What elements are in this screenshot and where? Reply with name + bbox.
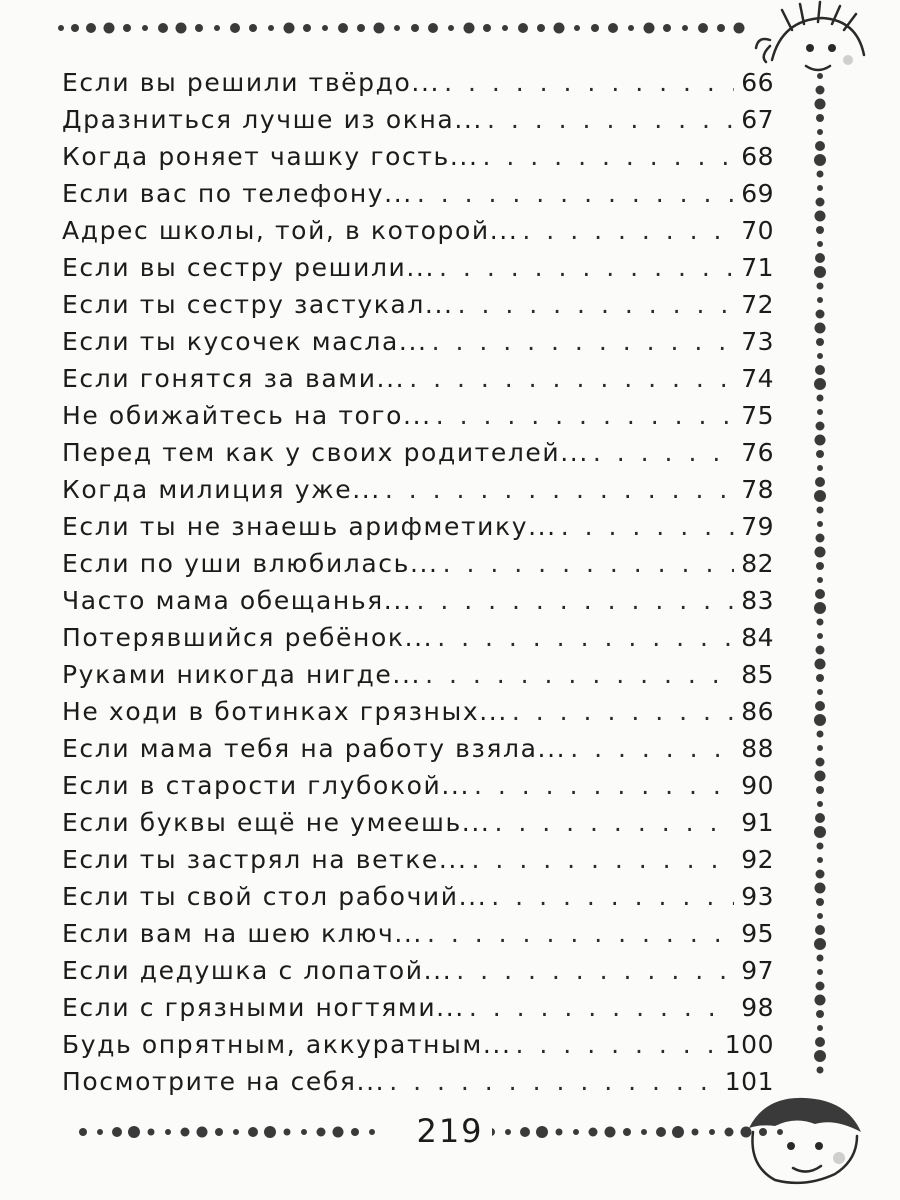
toc-entry-page: 83 xyxy=(741,586,774,615)
toc-entry xyxy=(62,179,774,216)
boy-face-icon xyxy=(735,1088,870,1188)
toc-dot-leader xyxy=(458,290,734,319)
toc-entry-page: 93 xyxy=(741,882,774,911)
toc-dot-leader xyxy=(436,401,734,430)
toc-dot-leader xyxy=(516,1030,721,1059)
toc-dot-leader xyxy=(491,882,734,911)
toc-entry xyxy=(62,882,774,919)
toc-dot-leader xyxy=(416,586,734,615)
toc-entry-page: 91 xyxy=(741,808,774,837)
toc-entry-page: 66 xyxy=(741,68,774,97)
toc-dot-leader xyxy=(389,1067,721,1096)
toc-dot-leader xyxy=(570,734,734,763)
toc-entry xyxy=(62,956,774,993)
toc-dot-leader xyxy=(425,660,734,689)
right-dotted-border xyxy=(805,70,835,1080)
toc-entry xyxy=(62,919,774,956)
toc-entry-title: Если ты застрял на ветке... xyxy=(62,845,468,874)
toc-entry-page: 95 xyxy=(741,919,774,948)
toc-entry-title: Если буквы ещё не умеешь... xyxy=(62,808,491,837)
toc-entry xyxy=(62,68,774,105)
toc-entry xyxy=(62,623,774,660)
toc-dot-leader xyxy=(432,327,734,356)
toc-entry-page: 100 xyxy=(724,1030,774,1059)
toc-entry xyxy=(62,475,774,512)
toc-dot-leader xyxy=(474,771,734,800)
toc-entry xyxy=(62,327,774,364)
toc-entry-title: Если дедушка с лопатой... xyxy=(62,956,453,985)
toc-entry-page: 76 xyxy=(741,438,774,467)
toc-entry-page: 97 xyxy=(741,956,774,985)
toc-dot-leader xyxy=(522,216,734,245)
toc-entry xyxy=(62,845,774,882)
toc-dot-leader xyxy=(385,475,734,504)
toc-entry xyxy=(62,697,774,734)
toc-entry-title: Часто мама обещанья... xyxy=(62,586,413,615)
toc-dot-leader xyxy=(593,438,734,467)
toc-entry-page: 92 xyxy=(741,845,774,874)
toc-entry-page: 74 xyxy=(741,364,774,393)
toc-entry-title: Если гонятся за вами... xyxy=(62,364,406,393)
toc-dot-leader xyxy=(456,956,734,985)
toc-dot-leader xyxy=(427,919,734,948)
toc-entry xyxy=(62,1067,774,1104)
toc-entry-page: 84 xyxy=(741,623,774,652)
toc-entry xyxy=(62,142,774,179)
toc-entry-title: Дразниться лучше из окна... xyxy=(62,105,483,134)
toc-entry xyxy=(62,401,774,438)
toc-entry-title: Если вас по телефону... xyxy=(62,179,413,208)
toc-entry xyxy=(62,586,774,623)
toc-entry-title: Если ты кусочек масла... xyxy=(62,327,428,356)
toc-entry-title: Если ты свой стол рабочий... xyxy=(62,882,488,911)
toc-dot-leader xyxy=(472,845,734,874)
toc-entry-page: 86 xyxy=(741,697,774,726)
toc-dot-leader xyxy=(443,549,734,578)
toc-entry-page: 79 xyxy=(741,512,774,541)
toc-entry-page: 82 xyxy=(741,549,774,578)
toc-entry-title: Будь опрятным, аккуратным... xyxy=(62,1030,512,1059)
toc-entry-page: 101 xyxy=(724,1067,774,1096)
toc-entry-title: Если ты сестру застукал... xyxy=(62,290,454,319)
toc-entry-title: Посмотрите на себя... xyxy=(62,1067,386,1096)
toc-entry-page: 75 xyxy=(741,401,774,430)
toc-dot-leader xyxy=(483,142,735,171)
toc-entry-title: Перед тем как у своих родителей... xyxy=(62,438,589,467)
toc-dot-leader xyxy=(494,808,734,837)
toc-dot-leader xyxy=(437,623,734,652)
toc-entry xyxy=(62,660,774,697)
toc-entry-page: 78 xyxy=(741,475,774,504)
toc-entry xyxy=(62,771,774,808)
toc-dot-leader xyxy=(409,364,734,393)
toc-entry-page: 71 xyxy=(741,253,774,282)
toc-entry xyxy=(62,808,774,845)
toc-entry xyxy=(62,253,774,290)
toc-entry-title: Если с грязными ногтями... xyxy=(62,993,465,1022)
toc-entry-title: Если вы сестру решили... xyxy=(62,253,436,282)
toc-entry xyxy=(62,364,774,401)
toc-dot-leader xyxy=(487,105,734,134)
toc-entry xyxy=(62,512,774,549)
toc-entry-title: Если вы решили твёрдо... xyxy=(62,68,441,97)
toc-entry-title: Когда милиция уже... xyxy=(62,475,381,504)
toc-dot-leader xyxy=(417,179,734,208)
page-number-text: 219 xyxy=(408,1112,491,1150)
toc-entry-title: Не ходи в ботинках грязных... xyxy=(62,697,508,726)
table-of-contents xyxy=(62,68,774,1104)
toc-entry xyxy=(62,993,774,1030)
toc-entry-page: 85 xyxy=(741,660,774,689)
toc-entry-title: Потерявшийся ребёнок... xyxy=(62,623,434,652)
toc-entry xyxy=(62,549,774,586)
toc-entry xyxy=(62,734,774,771)
toc-entry-page: 68 xyxy=(741,142,774,171)
toc-entry xyxy=(62,1030,774,1067)
toc-entry xyxy=(62,216,774,253)
toc-dot-leader xyxy=(439,253,734,282)
toc-dot-leader xyxy=(444,68,734,97)
toc-entry-page: 69 xyxy=(741,179,774,208)
toc-entry-title: Руками никогда нигде... xyxy=(62,660,422,689)
toc-entry-title: Не обижайтесь на того... xyxy=(62,401,432,430)
toc-entry-title: Если по уши влюбилась... xyxy=(62,549,439,578)
toc-entry-page: 98 xyxy=(741,993,774,1022)
toc-entry-title: Адрес школы, той, в которой... xyxy=(62,216,519,245)
toc-entry-title: Если в старости глубокой... xyxy=(62,771,470,800)
toc-entry-page: 72 xyxy=(741,290,774,319)
toc-entry-title: Если мама тебя на работу взяла... xyxy=(62,734,567,763)
toc-entry xyxy=(62,290,774,327)
toc-dot-leader xyxy=(469,993,734,1022)
toc-entry-page: 70 xyxy=(741,216,774,245)
top-dotted-border xyxy=(55,18,755,38)
toc-entry-page: 88 xyxy=(741,734,774,763)
toc-entry-page: 67 xyxy=(741,105,774,134)
toc-entry-page: 90 xyxy=(741,771,774,800)
toc-entry xyxy=(62,105,774,142)
toc-entry-title: Если ты не знаешь арифметику... xyxy=(62,512,557,541)
toc-dot-leader xyxy=(561,512,734,541)
toc-dot-leader xyxy=(512,697,734,726)
toc-entry xyxy=(62,438,774,475)
toc-entry-page: 73 xyxy=(741,327,774,356)
toc-entry-title: Когда роняет чашку гость... xyxy=(62,142,479,171)
toc-entry-title: Если вам на шею ключ... xyxy=(62,919,423,948)
